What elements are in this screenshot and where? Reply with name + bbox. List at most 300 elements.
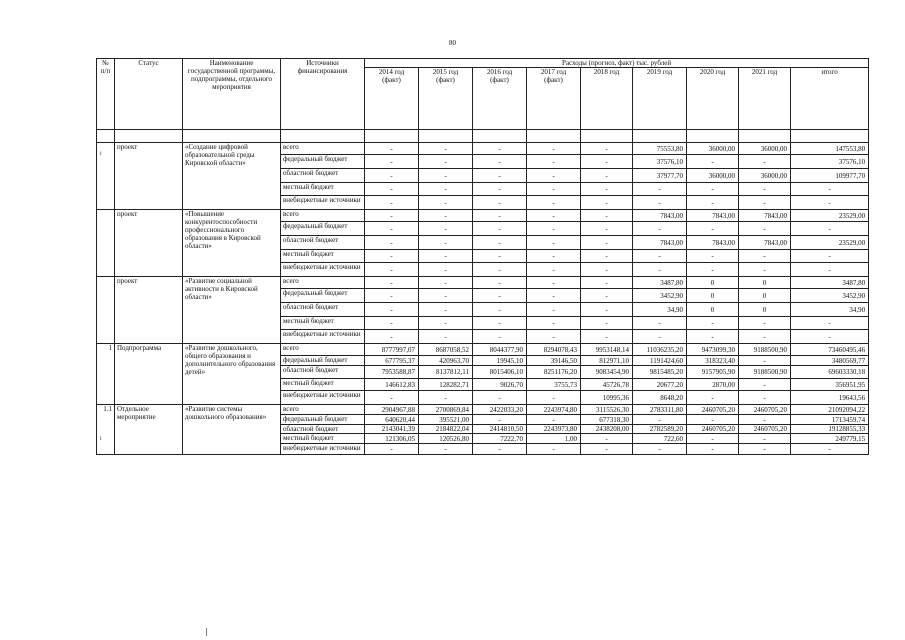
- value-cell: 8687058,52: [419, 344, 473, 356]
- value-cell: -: [791, 263, 869, 277]
- header-year-5: [633, 68, 687, 130]
- value-cell: -: [633, 415, 687, 425]
- value-cell: -: [527, 169, 581, 183]
- block-status: Подпрограмма: [115, 344, 183, 405]
- funding-source: областной бюджет: [281, 236, 365, 250]
- value-cell: -: [687, 183, 739, 196]
- funding-source: местный бюджет: [281, 434, 365, 444]
- value-cell: 2783311,80: [633, 405, 687, 415]
- value-cell: -: [527, 277, 581, 289]
- value-cell: -: [419, 303, 473, 317]
- value-cell: -: [633, 444, 687, 455]
- value-cell: 677318,30: [581, 415, 633, 425]
- value-cell: -: [687, 196, 739, 210]
- value-cell: -: [473, 263, 527, 277]
- value-cell: 2460705,20: [739, 405, 791, 415]
- value-cell: -: [527, 263, 581, 277]
- header-year-note: (факт): [436, 76, 455, 84]
- funding-source: федеральный бюджет: [281, 289, 365, 303]
- value-cell: -: [527, 210, 581, 222]
- value-cell: 9157905,90: [687, 366, 739, 379]
- header-year-label: 2017 год: [540, 68, 567, 76]
- value-cell: -: [739, 250, 791, 263]
- value-cell: -: [527, 222, 581, 236]
- page-number: 80: [449, 39, 456, 47]
- value-cell: 36000,00: [687, 143, 739, 155]
- value-cell: -: [739, 183, 791, 196]
- value-cell: 37576,10: [633, 155, 687, 169]
- funding-source: федеральный бюджет: [281, 155, 365, 169]
- value-cell: -: [739, 317, 791, 330]
- spacer-cell: [791, 130, 869, 143]
- value-cell: -: [527, 415, 581, 425]
- value-cell: -: [473, 303, 527, 317]
- funding-source: всего: [281, 344, 365, 356]
- value-cell: -: [473, 155, 527, 169]
- header-year-label: 2014 год: [378, 68, 405, 76]
- value-cell: -: [527, 183, 581, 196]
- value-cell: -: [633, 263, 687, 277]
- value-cell: 34,90: [633, 303, 687, 317]
- value-cell: -: [687, 415, 739, 425]
- value-cell: 1191424,60: [633, 356, 687, 366]
- value-cell: 9953148,14: [581, 344, 633, 356]
- value-cell: -: [687, 434, 739, 444]
- value-cell: -: [687, 222, 739, 236]
- value-cell: -: [581, 330, 633, 344]
- value-cell: -: [687, 330, 739, 344]
- value-cell: -: [791, 317, 869, 330]
- header-year-note: (факт): [544, 76, 563, 84]
- value-cell: 395521,00: [419, 415, 473, 425]
- scan-artifact: [206, 628, 207, 636]
- value-cell: -: [527, 330, 581, 344]
- value-cell: -: [581, 250, 633, 263]
- value-cell: -: [419, 277, 473, 289]
- value-cell: -: [419, 289, 473, 303]
- block-name: «Развитие социальной активности в Кировской области»: [183, 277, 281, 344]
- value-cell: 37977,70: [633, 169, 687, 183]
- value-cell: -: [527, 155, 581, 169]
- value-cell: 19643,56: [791, 391, 869, 405]
- value-cell: -: [365, 391, 419, 405]
- funding-source: внебюджетные источники: [281, 196, 365, 210]
- header-year-7: [739, 68, 791, 130]
- value-cell: 2782589,20: [633, 425, 687, 434]
- value-cell: -: [527, 236, 581, 250]
- value-cell: -: [419, 391, 473, 405]
- value-cell: -: [687, 444, 739, 455]
- value-cell: -: [365, 444, 419, 455]
- value-cell: 2904967,88: [365, 405, 419, 415]
- spacer-cell: [365, 130, 419, 143]
- header-status: Статус: [115, 59, 183, 130]
- header-year-label: 2018 год: [593, 68, 620, 76]
- value-cell: 23529,00: [791, 210, 869, 222]
- spacer-cell: [97, 130, 115, 143]
- value-cell: -: [581, 444, 633, 455]
- header-year-6: [687, 68, 739, 130]
- value-cell: -: [739, 444, 791, 455]
- spacer-cell: [633, 130, 687, 143]
- header-source: Источники финансирования: [281, 59, 365, 130]
- value-cell: -: [473, 222, 527, 236]
- value-cell: -: [581, 236, 633, 250]
- value-cell: 7843,00: [633, 236, 687, 250]
- header-row-1: [97, 59, 869, 68]
- value-cell: 8648,20: [633, 391, 687, 405]
- value-cell: 3115526,30: [581, 405, 633, 415]
- value-cell: 1,00: [527, 434, 581, 444]
- value-cell: 420963,70: [419, 356, 473, 366]
- funding-source: всего: [281, 405, 365, 415]
- value-cell: -: [581, 277, 633, 289]
- value-cell: 7843,00: [739, 210, 791, 222]
- value-cell: -: [365, 222, 419, 236]
- value-cell: -: [739, 330, 791, 344]
- value-cell: 120526,80: [419, 434, 473, 444]
- value-cell: -: [365, 277, 419, 289]
- value-cell: 121306,05: [365, 434, 419, 444]
- value-cell: -: [633, 330, 687, 344]
- value-cell: -: [581, 317, 633, 330]
- value-cell: 2414810,50: [473, 425, 527, 434]
- value-cell: -: [581, 222, 633, 236]
- block-name: «Создание цифровой образовательной среды Кировской области»: [183, 143, 281, 210]
- value-cell: 20677,20: [633, 379, 687, 391]
- value-cell: -: [791, 222, 869, 236]
- funding-source: внебюджетные источники: [281, 444, 365, 455]
- value-cell: -: [633, 196, 687, 210]
- value-cell: -: [527, 250, 581, 263]
- value-cell: 9815485,20: [633, 366, 687, 379]
- block-name: «Повышение конкурентоспособности профессионального образования в Кировской области»: [183, 210, 281, 277]
- value-cell: -: [791, 330, 869, 344]
- value-cell: 23529,00: [791, 236, 869, 250]
- funding-source: внебюджетные источники: [281, 330, 365, 344]
- block-status: проект: [115, 143, 183, 210]
- value-cell: 0: [687, 277, 739, 289]
- value-cell: 73460495,46: [791, 344, 869, 356]
- funding-source: областной бюджет: [281, 425, 365, 434]
- block-num: 1.1: [97, 405, 115, 455]
- value-cell: 2700869,84: [419, 405, 473, 415]
- value-cell: 39146,50: [527, 356, 581, 366]
- value-cell: -: [633, 317, 687, 330]
- value-cell: -: [739, 155, 791, 169]
- value-cell: 3480569,77: [791, 356, 869, 366]
- value-cell: -: [419, 250, 473, 263]
- value-cell: -: [365, 196, 419, 210]
- value-cell: -: [365, 143, 419, 155]
- value-cell: -: [419, 222, 473, 236]
- value-cell: 8137812,11: [419, 366, 473, 379]
- value-cell: -: [527, 317, 581, 330]
- value-cell: -: [739, 222, 791, 236]
- value-cell: 7953588,87: [365, 366, 419, 379]
- value-cell: 9188500,90: [739, 344, 791, 356]
- value-cell: -: [419, 183, 473, 196]
- value-cell: -: [687, 317, 739, 330]
- value-cell: -: [739, 391, 791, 405]
- header-year-note: (факт): [382, 76, 401, 84]
- funding-source: всего: [281, 277, 365, 289]
- funding-source: местный бюджет: [281, 379, 365, 391]
- value-cell: 3487,80: [633, 277, 687, 289]
- value-cell: 2870,00: [687, 379, 739, 391]
- value-cell: -: [633, 183, 687, 196]
- block-num: [97, 210, 115, 277]
- value-cell: 356951,95: [791, 379, 869, 391]
- value-cell: -: [365, 250, 419, 263]
- value-cell: 0: [739, 303, 791, 317]
- table-row: [97, 344, 869, 356]
- table-row: [97, 143, 869, 155]
- header-year-label: итого: [821, 68, 838, 76]
- value-cell: -: [365, 236, 419, 250]
- value-cell: -: [739, 434, 791, 444]
- block-name: «Развитие системы дошкольного образования»: [183, 405, 281, 455]
- value-cell: 2243973,80: [527, 425, 581, 434]
- header-year-8: [791, 68, 869, 130]
- value-cell: 2438208,00: [581, 425, 633, 434]
- spacer-cell: [281, 130, 365, 143]
- value-cell: 677795,37: [365, 356, 419, 366]
- value-cell: -: [419, 196, 473, 210]
- value-cell: 9026,70: [473, 379, 527, 391]
- value-cell: 2460705,20: [687, 405, 739, 415]
- spacer-cell: [687, 130, 739, 143]
- value-cell: 45726,78: [581, 379, 633, 391]
- value-cell: 7843,00: [739, 236, 791, 250]
- value-cell: -: [739, 379, 791, 391]
- value-cell: 36000,00: [739, 143, 791, 155]
- value-cell: -: [739, 415, 791, 425]
- header-year-note: (факт): [490, 76, 509, 84]
- value-cell: 1713459,74: [791, 415, 869, 425]
- value-cell: -: [581, 196, 633, 210]
- value-cell: 9473099,30: [687, 344, 739, 356]
- value-cell: 69603330,18: [791, 366, 869, 379]
- value-cell: -: [581, 155, 633, 169]
- value-cell: -: [791, 444, 869, 455]
- funding-source: областной бюджет: [281, 169, 365, 183]
- value-cell: -: [581, 303, 633, 317]
- block-status: проект: [115, 210, 183, 277]
- value-cell: 8044377,90: [473, 344, 527, 356]
- value-cell: -: [365, 289, 419, 303]
- funding-source: внебюджетные источники: [281, 391, 365, 405]
- value-cell: -: [419, 330, 473, 344]
- value-cell: 7843,00: [687, 210, 739, 222]
- value-cell: 7843,00: [687, 236, 739, 250]
- value-cell: -: [739, 196, 791, 210]
- value-cell: 128282,71: [419, 379, 473, 391]
- value-cell: -: [419, 210, 473, 222]
- header-year-label: 2019 год: [646, 68, 673, 76]
- value-cell: 19128855,33: [791, 425, 869, 434]
- value-cell: 2460705,20: [687, 425, 739, 434]
- value-cell: -: [581, 289, 633, 303]
- value-cell: -: [581, 434, 633, 444]
- value-cell: 11036235,20: [633, 344, 687, 356]
- value-cell: -: [527, 444, 581, 455]
- value-cell: 8294078,43: [527, 344, 581, 356]
- value-cell: -: [581, 169, 633, 183]
- block-num: [97, 277, 115, 344]
- value-cell: 9083454,90: [581, 366, 633, 379]
- value-cell: -: [473, 330, 527, 344]
- value-cell: -: [527, 391, 581, 405]
- value-cell: 75553,80: [633, 143, 687, 155]
- value-cell: -: [473, 415, 527, 425]
- spacer-cell: [739, 130, 791, 143]
- header-year-label: 2016 год: [486, 68, 513, 76]
- header-year-4: [581, 68, 633, 130]
- value-cell: 2422033,20: [473, 405, 527, 415]
- value-cell: -: [581, 143, 633, 155]
- spacer-cell: [419, 130, 473, 143]
- funding-source: внебюджетные источники: [281, 263, 365, 277]
- block-status: Отдельное мероприятие: [115, 405, 183, 455]
- value-cell: -: [365, 303, 419, 317]
- funding-source: местный бюджет: [281, 317, 365, 330]
- funding-source: всего: [281, 143, 365, 155]
- funding-source: федеральный бюджет: [281, 415, 365, 425]
- funding-source: федеральный бюджет: [281, 356, 365, 366]
- spacer-cell: [581, 130, 633, 143]
- value-cell: -: [687, 391, 739, 405]
- value-cell: -: [473, 143, 527, 155]
- table-row: [97, 210, 869, 222]
- value-cell: -: [527, 196, 581, 210]
- value-cell: 147553,80: [791, 143, 869, 155]
- value-cell: -: [473, 250, 527, 263]
- scan-mark: i: [100, 436, 102, 442]
- value-cell: 318323,40: [687, 356, 739, 366]
- value-cell: -: [473, 317, 527, 330]
- value-cell: -: [527, 303, 581, 317]
- value-cell: 3487,80: [791, 277, 869, 289]
- value-cell: -: [527, 143, 581, 155]
- value-cell: -: [687, 250, 739, 263]
- value-cell: 34,90: [791, 303, 869, 317]
- value-cell: -: [473, 391, 527, 405]
- value-cell: 3452,90: [633, 289, 687, 303]
- value-cell: -: [687, 263, 739, 277]
- value-cell: -: [633, 222, 687, 236]
- value-cell: -: [791, 250, 869, 263]
- value-cell: 37576,10: [791, 155, 869, 169]
- value-cell: -: [473, 169, 527, 183]
- value-cell: -: [419, 236, 473, 250]
- spacer-cell: [115, 130, 183, 143]
- value-cell: 640620,44: [365, 415, 419, 425]
- value-cell: 3452,90: [791, 289, 869, 303]
- value-cell: -: [365, 330, 419, 344]
- value-cell: -: [365, 169, 419, 183]
- value-cell: 2143041,39: [365, 425, 419, 434]
- table-row: [97, 405, 869, 415]
- value-cell: -: [365, 183, 419, 196]
- value-cell: 0: [687, 289, 739, 303]
- value-cell: 19945,10: [473, 356, 527, 366]
- value-cell: -: [473, 196, 527, 210]
- funding-source: всего: [281, 210, 365, 222]
- value-cell: 2243974,80: [527, 405, 581, 415]
- value-cell: 0: [739, 289, 791, 303]
- funding-source: областной бюджет: [281, 303, 365, 317]
- spacer-cell: [473, 130, 527, 143]
- header-year-0: [365, 68, 419, 130]
- header-year-3: [527, 68, 581, 130]
- value-cell: -: [365, 210, 419, 222]
- funding-source: местный бюджет: [281, 183, 365, 196]
- header-expenses: Расходы (прогноз, факт) тыс. рублей: [365, 59, 869, 68]
- value-cell: 3755,73: [527, 379, 581, 391]
- header-year-label: 2020 год: [699, 68, 726, 76]
- value-cell: 8777997,07: [365, 344, 419, 356]
- header-year-2: [473, 68, 527, 130]
- value-cell: -: [581, 210, 633, 222]
- value-cell: 10995,36: [581, 391, 633, 405]
- header-name: Наименование государственной программы, подпрограммы, отдельного мероприятия: [183, 59, 281, 130]
- value-cell: -: [687, 155, 739, 169]
- header-year-label: 2021 год: [751, 68, 778, 76]
- value-cell: 8015406,10: [473, 366, 527, 379]
- value-cell: 7222,70: [473, 434, 527, 444]
- value-cell: 812971,10: [581, 356, 633, 366]
- funding-source: местный бюджет: [281, 250, 365, 263]
- value-cell: -: [473, 444, 527, 455]
- value-cell: -: [527, 289, 581, 303]
- spacer-cell: [527, 130, 581, 143]
- value-cell: 36000,00: [687, 169, 739, 183]
- value-cell: -: [365, 317, 419, 330]
- value-cell: -: [365, 263, 419, 277]
- header-year-1: [419, 68, 473, 130]
- value-cell: 36000,00: [739, 169, 791, 183]
- value-cell: 0: [739, 277, 791, 289]
- budget-table: [96, 58, 869, 455]
- value-cell: -: [473, 289, 527, 303]
- value-cell: -: [581, 263, 633, 277]
- value-cell: -: [581, 183, 633, 196]
- value-cell: -: [473, 236, 527, 250]
- value-cell: -: [419, 169, 473, 183]
- value-cell: 109977,70: [791, 169, 869, 183]
- value-cell: 7843,00: [633, 210, 687, 222]
- block-status: проект: [115, 277, 183, 344]
- value-cell: 9188500,90: [739, 366, 791, 379]
- block-num: 1: [97, 344, 115, 405]
- value-cell: -: [419, 263, 473, 277]
- spacer-cell: [183, 130, 281, 143]
- value-cell: -: [365, 155, 419, 169]
- value-cell: -: [633, 250, 687, 263]
- value-cell: -: [791, 196, 869, 210]
- value-cell: -: [739, 356, 791, 366]
- value-cell: 146612,83: [365, 379, 419, 391]
- value-cell: -: [739, 263, 791, 277]
- value-cell: 249779,15: [791, 434, 869, 444]
- value-cell: 2460705,20: [739, 425, 791, 434]
- value-cell: -: [791, 183, 869, 196]
- value-cell: -: [419, 155, 473, 169]
- value-cell: 8251176,20: [527, 366, 581, 379]
- value-cell: -: [419, 444, 473, 455]
- value-cell: -: [473, 210, 527, 222]
